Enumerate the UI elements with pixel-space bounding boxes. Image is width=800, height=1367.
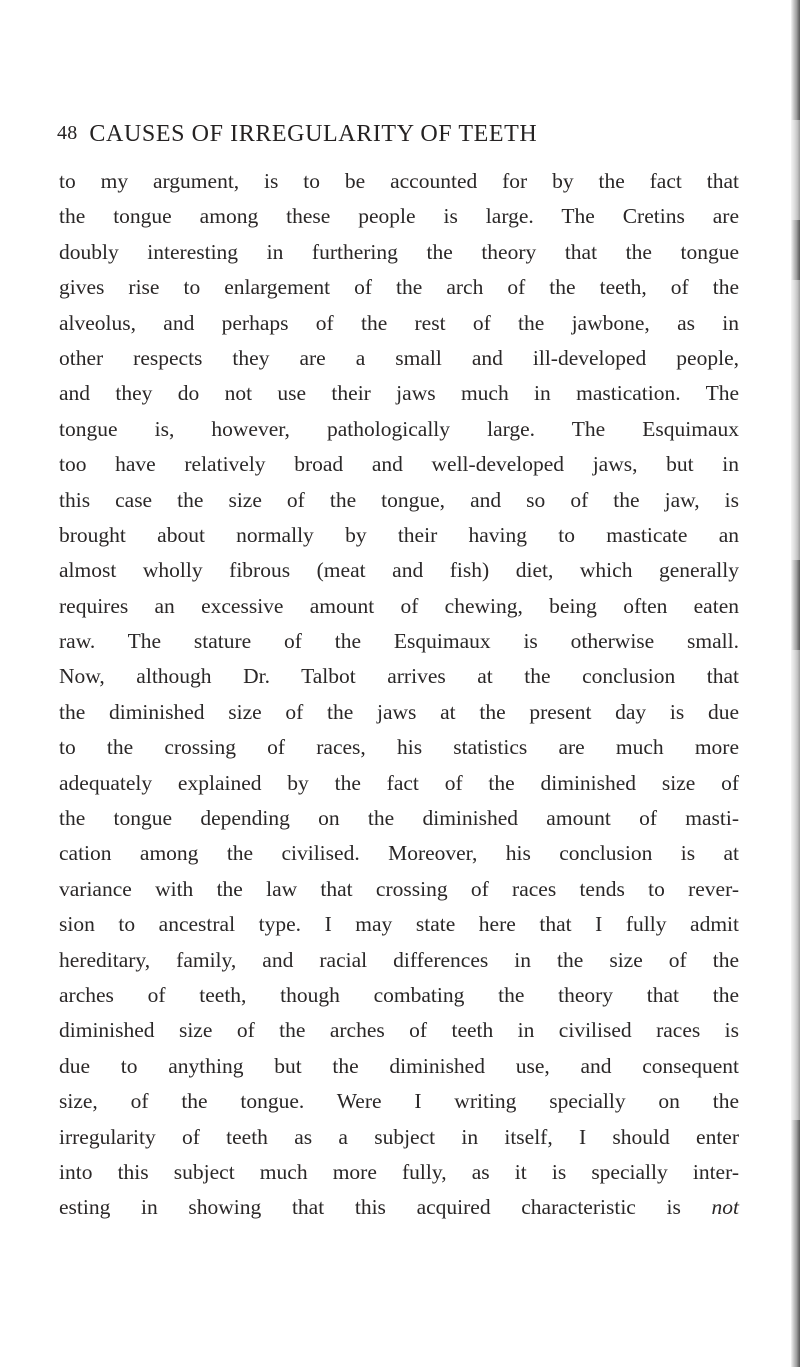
text-line: into this subject much more fully, as it is specially inter- xyxy=(59,1159,739,1184)
page-edge-shadow xyxy=(791,560,800,650)
text-line: to my argument, is to be accounted for by the fact that xyxy=(59,169,739,193)
page-edge-shadow xyxy=(791,1120,800,1367)
page-edge-shadow xyxy=(791,0,800,120)
running-header xyxy=(57,120,712,148)
text-line: cation among the civilised. Moreover, his conclusion is at xyxy=(59,841,739,866)
text-line: almost wholly fibrous (meat and fish) diet, which generally xyxy=(59,558,739,583)
text-line: this case the size of the tongue, and so of the jaw, is xyxy=(59,487,739,512)
text-line: too have relatively broad and well-developed jaws, but in xyxy=(59,452,739,477)
text-line: hereditary, family, and racial differences in the size of the xyxy=(59,947,739,972)
text-line: due to anything but the diminished use, and consequent xyxy=(59,1053,739,1078)
text-line: variance with the law that crossing of races tends to rever- xyxy=(59,876,739,901)
text-line: Now, although Dr. Talbot arrives at the conclusion that xyxy=(59,664,739,689)
text-line-last xyxy=(59,1190,739,1225)
text-line: the diminished size of the jaws at the present day is due xyxy=(59,699,739,724)
text-line: raw. The stature of the Esquimaux is otherwise small. xyxy=(59,629,739,654)
page-edge-shadow xyxy=(791,220,800,280)
page-number: 48 xyxy=(57,122,78,144)
text-line: diminished size of the arches of teeth in civilised races is xyxy=(59,1018,739,1043)
italic-word: not xyxy=(711,1195,739,1220)
text-line: arches of teeth, though combating the theory that the xyxy=(59,982,739,1007)
text-line: and they do not use their jaws much in mastication. The xyxy=(59,381,739,406)
text-line: the tongue among these people is large. The Cretins are xyxy=(59,204,739,229)
text-line: the tongue depending on the diminished amount of masti- xyxy=(59,806,739,831)
text-line: other respects they are a small and ill-developed people, xyxy=(59,345,739,370)
text-line: requires an excessive amount of chewing, being often eaten xyxy=(59,593,739,618)
text-line: to the crossing of races, his statistics are much more xyxy=(59,735,739,760)
text-line: irregularity of teeth as a subject in itself, I should enter xyxy=(59,1124,739,1149)
text-line: size, of the tongue. Were I writing specially on the xyxy=(59,1089,739,1114)
text-line: alveolus, and perhaps of the rest of the jawbone, as in xyxy=(59,310,739,335)
last-line-text: esting in showing that this acquired characteristic is xyxy=(59,1195,681,1220)
text-line: doubly interesting in furthering the theory that the tongue xyxy=(59,239,739,264)
text-line: tongue is, however, pathologically large. The Esquimaux xyxy=(59,416,739,441)
running-title: CAUSES OF IRREGULARITY OF TEETH xyxy=(89,121,538,147)
text-line: brought about normally by their having to masticate an xyxy=(59,522,739,547)
text-line: sion to ancestral type. I may state here that I fully admit xyxy=(59,912,739,937)
text-line: gives rise to enlargement of the arch of the teeth, of the xyxy=(59,275,739,300)
text-line: adequately explained by the fact of the diminished size of xyxy=(59,770,739,795)
body-text xyxy=(59,164,739,1226)
